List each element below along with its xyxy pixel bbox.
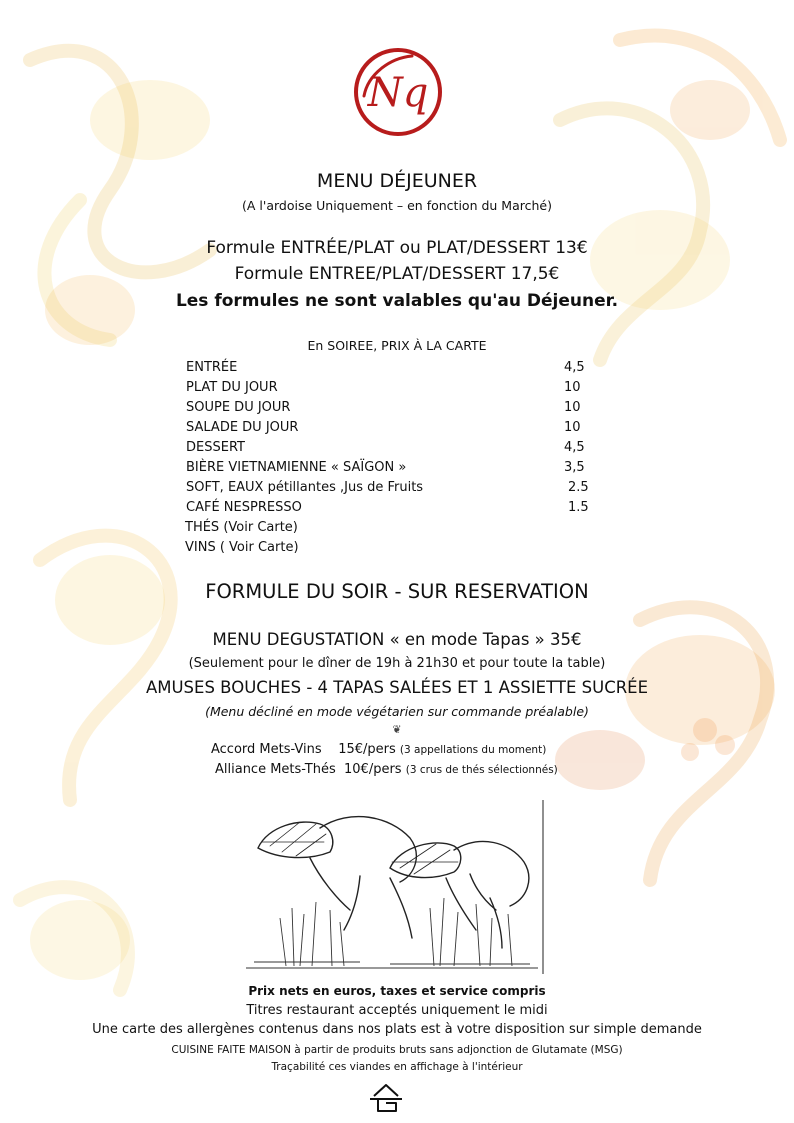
vegetarian-note: (Menu décliné en mode végétarien sur commande préalable) [205,704,589,719]
ornament-icon: ❦ [392,723,402,736]
degustation-hours: (Seulement pour le dîner de 19h à 21h30 et pour toute la table) [188,656,606,671]
carte-item [186,538,606,558]
pairing-wine [211,742,546,757]
footer-tracabilite: Traçabilité ces viandes en affichage à l'intérieur [271,1061,523,1073]
carte-item-price: 4,5 [564,360,585,375]
carte-item-name: SOUPE DU JOUR [186,400,291,415]
footer-prix-nets: Prix nets en euros, taxes et service compris [248,984,546,998]
carte-item-price: 3,5 [564,460,585,475]
carte-heading: En SOIREE, PRIX À LA CARTE [307,338,487,353]
carte-item [186,458,606,478]
logo-text: Nq [367,70,429,116]
carte-item [186,378,606,398]
restaurant-logo [350,44,446,140]
menu-subtitle: (A l'ardoise Uniquement – en fonction du Marché) [242,198,552,213]
carte-item-name: DESSERT [186,440,245,455]
carte-item-name: SALADE DU JOUR [186,420,299,435]
carte-item [186,518,606,538]
footer-titres-restaurant: Titres restaurant acceptés uniquement le midi [246,1003,548,1018]
pairing-tea [215,762,558,777]
carte-item-price: 10 [564,420,581,435]
carte-item-name: THÉS (Voir Carte) [185,520,298,535]
carte-item-price: 2.5 [568,480,589,495]
pairing-detail: (3 appellations du moment) [399,744,547,756]
degustation-title: MENU DEGUSTATION « en mode Tapas » 35€ [212,630,582,649]
carte-item-name: ENTRÉE [186,360,238,375]
rice-planters-illustration [240,798,546,974]
carte-item-price: 1.5 [568,500,589,515]
pairing-detail: (3 crus de thés sélectionnés) [405,764,558,776]
carte-item [186,418,606,438]
pairing-label: Alliance Mets-Thés [215,762,336,777]
footer-cuisine-maison: CUISINE FAITE MAISON à partir de produits bruts sans adjonction de Glutamate (MSG) [171,1044,623,1056]
amuses-bouches: AMUSES BOUCHES - 4 TAPAS SALÉES ET 1 ASSIETTE SUCRÉE [145,678,649,697]
carte-item-name: SOFT, EAUX pétillantes ,Jus de Fruits [186,480,424,495]
carte-item [186,478,606,498]
carte-item [186,438,606,458]
fait-maison-house-icon [368,1082,404,1114]
formule-complete: Formule ENTREE/PLAT/DESSERT 17,5€ [234,264,560,284]
menu-title: MENU DÉJEUNER [316,170,478,192]
carte-item-price: 10 [564,380,581,395]
formule-entree-plat: Formule ENTRÉE/PLAT ou PLAT/DESSERT 13€ [206,238,588,258]
carte-item-price: 10 [564,400,581,415]
pairing-label: Accord Mets-Vins [211,742,322,757]
carte-item-name: BIÈRE VIETNAMIENNE « SAÏGON » [186,460,407,475]
carte-item [186,498,606,518]
carte-item-name: VINS ( Voir Carte) [185,540,299,555]
carte-item-name: PLAT DU JOUR [186,380,278,395]
carte-item [186,398,606,418]
pairing-price: 10€/pers [344,762,402,777]
footer-allergenes: Une carte des allergènes contenus dans nos plats est à votre disposition sur simple demande [92,1022,702,1037]
soir-title: FORMULE DU SOIR - SUR RESERVATION [205,580,589,603]
carte-item-price: 4,5 [564,440,585,455]
pairing-price: 15€/pers [338,742,396,757]
carte-list [186,358,606,558]
formule-note: Les formules ne sont valables qu'au Déjeuner. [175,291,619,311]
carte-item-name: CAFÉ NESPRESSO [186,500,302,515]
carte-item [186,358,606,378]
